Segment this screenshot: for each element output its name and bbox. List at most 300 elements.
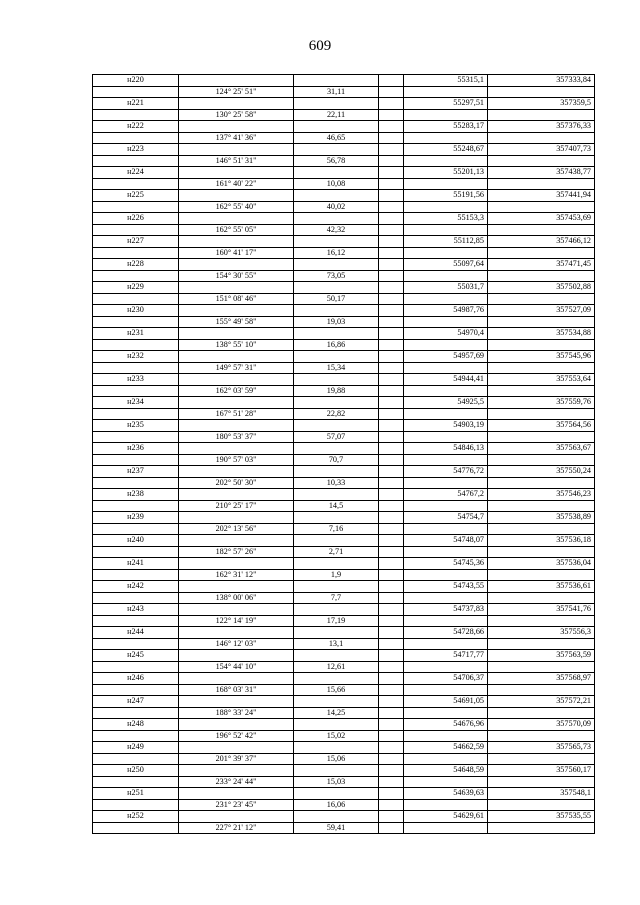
spacer-cell (379, 673, 404, 685)
point-name-cell-empty (93, 224, 179, 236)
point-row (93, 742, 595, 754)
segment-row (93, 408, 595, 420)
point-row (93, 719, 595, 731)
spacer-cell (379, 109, 404, 121)
x-coordinate-cell-empty (404, 339, 488, 351)
x-coordinate-cell-empty (404, 201, 488, 213)
angle-cell-empty (179, 305, 294, 317)
y-coordinate-cell-empty (488, 822, 595, 834)
point-name-cell: н227 (93, 236, 179, 248)
y-coordinate-cell: 357538,89 (488, 512, 595, 524)
distance-cell: 1,9 (294, 569, 379, 581)
point-row (93, 144, 595, 156)
spacer-cell (379, 730, 404, 742)
page-number: 609 (308, 38, 332, 54)
distance-cell: 73,05 (294, 270, 379, 282)
point-name-cell-empty (93, 638, 179, 650)
distance-cell-empty (294, 811, 379, 823)
segment-row (93, 707, 595, 719)
x-coordinate-cell: 54970,4 (404, 328, 488, 340)
x-coordinate-cell: 55097,64 (404, 259, 488, 271)
angle-cell-empty (179, 98, 294, 110)
spacer-cell (379, 696, 404, 708)
point-name-cell-empty (93, 730, 179, 742)
y-coordinate-cell-empty (488, 776, 595, 788)
distance-cell: 2,71 (294, 546, 379, 558)
angle-cell-empty (179, 742, 294, 754)
angle-cell-empty (179, 328, 294, 340)
angle-cell-empty (179, 167, 294, 179)
y-coordinate-cell-empty (488, 109, 595, 121)
distance-cell-empty (294, 98, 379, 110)
point-name-cell-empty (93, 270, 179, 282)
y-coordinate-cell: 357559,76 (488, 397, 595, 409)
point-name-cell: н220 (93, 75, 179, 87)
x-coordinate-cell-empty (404, 638, 488, 650)
spacer-cell (379, 282, 404, 294)
point-row (93, 696, 595, 708)
direction-angle-cell: 202° 13' 56" (179, 523, 294, 535)
direction-angle-cell: 154° 44' 10" (179, 661, 294, 673)
x-coordinate-cell: 54925,5 (404, 397, 488, 409)
x-coordinate-cell: 54957,69 (404, 351, 488, 363)
y-coordinate-cell-empty (488, 224, 595, 236)
x-coordinate-cell: 54776,72 (404, 466, 488, 478)
y-coordinate-cell-empty (488, 408, 595, 420)
point-row (93, 466, 595, 478)
angle-cell-empty (179, 512, 294, 524)
spacer-cell (379, 362, 404, 374)
distance-cell-empty (294, 443, 379, 455)
distance-cell-empty (294, 190, 379, 202)
segment-row (93, 684, 595, 696)
distance-cell-empty (294, 305, 379, 317)
x-coordinate-cell-empty (404, 569, 488, 581)
segment-row (93, 224, 595, 236)
direction-angle-cell: 130° 25' 58" (179, 109, 294, 121)
y-coordinate-cell: 357536,18 (488, 535, 595, 547)
spacer-cell (379, 167, 404, 179)
y-coordinate-cell: 357564,56 (488, 420, 595, 432)
spacer-cell (379, 155, 404, 167)
point-row (93, 558, 595, 570)
spacer-cell (379, 535, 404, 547)
direction-angle-cell: 188° 33' 24" (179, 707, 294, 719)
spacer-cell (379, 259, 404, 271)
y-coordinate-cell-empty (488, 707, 595, 719)
x-coordinate-cell-empty (404, 776, 488, 788)
distance-cell-empty (294, 650, 379, 662)
spacer-cell (379, 523, 404, 535)
y-coordinate-cell: 357565,73 (488, 742, 595, 754)
distance-cell: 56,78 (294, 155, 379, 167)
angle-cell-empty (179, 351, 294, 363)
y-coordinate-cell-empty (488, 178, 595, 190)
x-coordinate-cell: 54767,2 (404, 489, 488, 501)
distance-cell: 19,03 (294, 316, 379, 328)
x-coordinate-cell: 54745,36 (404, 558, 488, 570)
y-coordinate-cell: 357541,76 (488, 604, 595, 616)
spacer-cell (379, 408, 404, 420)
spacer-cell (379, 512, 404, 524)
point-row (93, 650, 595, 662)
distance-cell: 22,11 (294, 109, 379, 121)
distance-cell-empty (294, 581, 379, 593)
x-coordinate-cell: 54987,76 (404, 305, 488, 317)
x-coordinate-cell: 55297,51 (404, 98, 488, 110)
spacer-cell (379, 305, 404, 317)
direction-angle-cell: 137° 41' 36" (179, 132, 294, 144)
point-name-cell-empty (93, 385, 179, 397)
x-coordinate-cell-empty (404, 661, 488, 673)
point-name-cell-empty (93, 178, 179, 190)
distance-cell: 10,33 (294, 477, 379, 489)
angle-cell-empty (179, 627, 294, 639)
spacer-cell (379, 822, 404, 834)
y-coordinate-cell: 357407,73 (488, 144, 595, 156)
x-coordinate-cell: 54748,07 (404, 535, 488, 547)
spacer-cell (379, 98, 404, 110)
point-row (93, 420, 595, 432)
direction-angle-cell: 146° 51' 31" (179, 155, 294, 167)
point-row (93, 328, 595, 340)
x-coordinate-cell: 55283,17 (404, 121, 488, 133)
direction-angle-cell: 146° 12' 03" (179, 638, 294, 650)
x-coordinate-cell-empty (404, 799, 488, 811)
y-coordinate-cell-empty (488, 247, 595, 259)
distance-cell: 7,16 (294, 523, 379, 535)
y-coordinate-cell: 357527,09 (488, 305, 595, 317)
point-row (93, 604, 595, 616)
segment-row (93, 638, 595, 650)
x-coordinate-cell: 54691,05 (404, 696, 488, 708)
point-name-cell: н249 (93, 742, 179, 754)
x-coordinate-cell-empty (404, 224, 488, 236)
point-name-cell-empty (93, 362, 179, 374)
point-row (93, 765, 595, 777)
angle-cell-empty (179, 374, 294, 386)
spacer-cell (379, 719, 404, 731)
y-coordinate-cell-empty (488, 316, 595, 328)
segment-row (93, 339, 595, 351)
segment-row (93, 477, 595, 489)
distance-cell: 14,5 (294, 500, 379, 512)
spacer-cell (379, 86, 404, 98)
x-coordinate-cell: 54903,19 (404, 420, 488, 432)
spacer-cell (379, 431, 404, 443)
distance-cell-empty (294, 328, 379, 340)
angle-cell-empty (179, 75, 294, 87)
distance-cell-empty (294, 282, 379, 294)
angle-cell-empty (179, 765, 294, 777)
segment-row (93, 730, 595, 742)
segment-row (93, 799, 595, 811)
spacer-cell (379, 385, 404, 397)
y-coordinate-cell-empty (488, 523, 595, 535)
point-row (93, 581, 595, 593)
y-coordinate-cell-empty (488, 132, 595, 144)
spacer-cell (379, 75, 404, 87)
y-coordinate-cell-empty (488, 638, 595, 650)
point-name-cell: н232 (93, 351, 179, 363)
spacer-cell (379, 477, 404, 489)
y-coordinate-cell-empty (488, 431, 595, 443)
spacer-cell (379, 615, 404, 627)
segment-row (93, 86, 595, 98)
spacer-cell (379, 661, 404, 673)
direction-angle-cell: 196° 52' 42" (179, 730, 294, 742)
distance-cell-empty (294, 167, 379, 179)
point-name-cell: н240 (93, 535, 179, 547)
y-coordinate-cell-empty (488, 615, 595, 627)
segment-row (93, 316, 595, 328)
x-coordinate-cell-empty (404, 753, 488, 765)
x-coordinate-cell-empty (404, 523, 488, 535)
distance-cell-empty (294, 535, 379, 547)
segment-row (93, 661, 595, 673)
distance-cell-empty (294, 788, 379, 800)
spacer-cell (379, 178, 404, 190)
point-name-cell-empty (93, 753, 179, 765)
angle-cell-empty (179, 144, 294, 156)
angle-cell-empty (179, 213, 294, 225)
distance-cell-empty (294, 558, 379, 570)
spacer-cell (379, 466, 404, 478)
x-coordinate-cell: 54639,63 (404, 788, 488, 800)
point-name-cell-empty (93, 822, 179, 834)
direction-angle-cell: 122° 14' 19" (179, 615, 294, 627)
distance-cell: 57,07 (294, 431, 379, 443)
point-name-cell: н242 (93, 581, 179, 593)
x-coordinate-cell: 55248,67 (404, 144, 488, 156)
direction-angle-cell: 155° 49' 58" (179, 316, 294, 328)
x-coordinate-cell-empty (404, 592, 488, 604)
distance-cell: 50,17 (294, 293, 379, 305)
distance-cell-empty (294, 213, 379, 225)
segment-row (93, 592, 595, 604)
angle-cell-empty (179, 236, 294, 248)
segment-row (93, 523, 595, 535)
distance-cell: 16,12 (294, 247, 379, 259)
spacer-cell (379, 247, 404, 259)
spacer-cell (379, 121, 404, 133)
y-coordinate-cell: 357359,5 (488, 98, 595, 110)
spacer-cell (379, 328, 404, 340)
spacer-cell (379, 454, 404, 466)
direction-angle-cell: 201° 39' 37" (179, 753, 294, 765)
segment-row (93, 109, 595, 121)
point-name-cell: н239 (93, 512, 179, 524)
angle-cell-empty (179, 604, 294, 616)
point-name-cell: н237 (93, 466, 179, 478)
segment-row (93, 776, 595, 788)
direction-angle-cell: 182° 57' 26" (179, 546, 294, 558)
point-name-cell-empty (93, 293, 179, 305)
y-coordinate-cell: 357570,09 (488, 719, 595, 731)
distance-cell: 13,1 (294, 638, 379, 650)
y-coordinate-cell: 357550,24 (488, 466, 595, 478)
angle-cell-empty (179, 397, 294, 409)
spacer-cell (379, 558, 404, 570)
segment-row (93, 155, 595, 167)
y-coordinate-cell: 357333,84 (488, 75, 595, 87)
distance-cell: 15,02 (294, 730, 379, 742)
point-name-cell: н238 (93, 489, 179, 501)
segment-row (93, 500, 595, 512)
x-coordinate-cell: 54944,41 (404, 374, 488, 386)
angle-cell-empty (179, 558, 294, 570)
x-coordinate-cell: 55315,1 (404, 75, 488, 87)
point-name-cell-empty (93, 684, 179, 696)
y-coordinate-cell-empty (488, 500, 595, 512)
y-coordinate-cell-empty (488, 155, 595, 167)
x-coordinate-cell: 54728,66 (404, 627, 488, 639)
segment-row (93, 454, 595, 466)
point-name-cell: н224 (93, 167, 179, 179)
direction-angle-cell: 161° 40' 22" (179, 178, 294, 190)
point-row (93, 305, 595, 317)
spacer-cell (379, 351, 404, 363)
y-coordinate-cell: 357553,64 (488, 374, 595, 386)
point-name-cell: н250 (93, 765, 179, 777)
spacer-cell (379, 707, 404, 719)
angle-cell-empty (179, 259, 294, 271)
distance-cell: 7,7 (294, 592, 379, 604)
point-name-cell: н243 (93, 604, 179, 616)
spacer-cell (379, 546, 404, 558)
distance-cell: 40,02 (294, 201, 379, 213)
y-coordinate-cell: 357563,59 (488, 650, 595, 662)
spacer-cell (379, 753, 404, 765)
y-coordinate-cell: 357534,88 (488, 328, 595, 340)
segment-row (93, 615, 595, 627)
point-name-cell-empty (93, 661, 179, 673)
x-coordinate-cell-empty (404, 684, 488, 696)
y-coordinate-cell: 357536,61 (488, 581, 595, 593)
y-coordinate-cell: 357545,96 (488, 351, 595, 363)
x-coordinate-cell: 54717,77 (404, 650, 488, 662)
x-coordinate-cell: 54676,96 (404, 719, 488, 731)
distance-cell: 22,82 (294, 408, 379, 420)
point-row (93, 788, 595, 800)
point-row (93, 351, 595, 363)
angle-cell-empty (179, 719, 294, 731)
y-coordinate-cell-empty (488, 339, 595, 351)
angle-cell-empty (179, 420, 294, 432)
direction-angle-cell: 210° 25' 17" (179, 500, 294, 512)
distance-cell: 15,06 (294, 753, 379, 765)
x-coordinate-cell-empty (404, 431, 488, 443)
x-coordinate-cell-empty (404, 477, 488, 489)
point-name-cell: н225 (93, 190, 179, 202)
spacer-cell (379, 270, 404, 282)
direction-angle-cell: 151° 08' 46" (179, 293, 294, 305)
y-coordinate-cell: 357453,69 (488, 213, 595, 225)
distance-cell-empty (294, 466, 379, 478)
point-row (93, 627, 595, 639)
distance-cell-empty (294, 696, 379, 708)
distance-cell: 59,41 (294, 822, 379, 834)
direction-angle-cell: 154° 30' 55" (179, 270, 294, 282)
segment-row (93, 385, 595, 397)
distance-cell-empty (294, 397, 379, 409)
direction-angle-cell: 162° 03' 59" (179, 385, 294, 397)
x-coordinate-cell-empty (404, 707, 488, 719)
point-name-cell-empty (93, 546, 179, 558)
segment-row (93, 132, 595, 144)
spacer-cell (379, 420, 404, 432)
distance-cell: 31,11 (294, 86, 379, 98)
y-coordinate-cell-empty (488, 201, 595, 213)
spacer-cell (379, 765, 404, 777)
point-row (93, 259, 595, 271)
point-name-cell-empty (93, 776, 179, 788)
spacer-cell (379, 627, 404, 639)
spacer-cell (379, 604, 404, 616)
point-name-cell: н233 (93, 374, 179, 386)
point-row (93, 121, 595, 133)
point-name-cell: н235 (93, 420, 179, 432)
x-coordinate-cell: 54846,13 (404, 443, 488, 455)
angle-cell-empty (179, 489, 294, 501)
x-coordinate-cell-empty (404, 615, 488, 627)
angle-cell-empty (179, 121, 294, 133)
y-coordinate-cell: 357546,23 (488, 489, 595, 501)
point-row (93, 167, 595, 179)
x-coordinate-cell-empty (404, 500, 488, 512)
y-coordinate-cell: 357560,17 (488, 765, 595, 777)
distance-cell: 10,08 (294, 178, 379, 190)
distance-cell-empty (294, 719, 379, 731)
y-coordinate-cell: 357548,1 (488, 788, 595, 800)
spacer-cell (379, 489, 404, 501)
distance-cell: 19,88 (294, 385, 379, 397)
direction-angle-cell: 138° 00' 06" (179, 592, 294, 604)
point-name-cell-empty (93, 569, 179, 581)
coordinates-table-body (93, 75, 595, 834)
spacer-cell (379, 293, 404, 305)
spacer-cell (379, 224, 404, 236)
point-row (93, 213, 595, 225)
point-name-cell: н245 (93, 650, 179, 662)
x-coordinate-cell: 55112,85 (404, 236, 488, 248)
distance-cell-empty (294, 351, 379, 363)
point-name-cell-empty (93, 132, 179, 144)
distance-cell: 46,65 (294, 132, 379, 144)
point-name-cell: н223 (93, 144, 179, 156)
x-coordinate-cell: 54706,37 (404, 673, 488, 685)
segment-row (93, 270, 595, 282)
direction-angle-cell: 190° 57' 03" (179, 454, 294, 466)
y-coordinate-cell-empty (488, 730, 595, 742)
x-coordinate-cell-empty (404, 293, 488, 305)
y-coordinate-cell: 357471,45 (488, 259, 595, 271)
distance-cell-empty (294, 627, 379, 639)
segment-row (93, 569, 595, 581)
segment-row (93, 178, 595, 190)
y-coordinate-cell-empty (488, 546, 595, 558)
distance-cell: 15,03 (294, 776, 379, 788)
distance-cell-empty (294, 742, 379, 754)
spacer-cell (379, 684, 404, 696)
distance-cell-empty (294, 259, 379, 271)
point-name-cell-empty (93, 339, 179, 351)
point-row (93, 512, 595, 524)
point-name-cell: н248 (93, 719, 179, 731)
direction-angle-cell: 167° 51' 28" (179, 408, 294, 420)
direction-angle-cell: 202° 50' 30" (179, 477, 294, 489)
angle-cell-empty (179, 696, 294, 708)
